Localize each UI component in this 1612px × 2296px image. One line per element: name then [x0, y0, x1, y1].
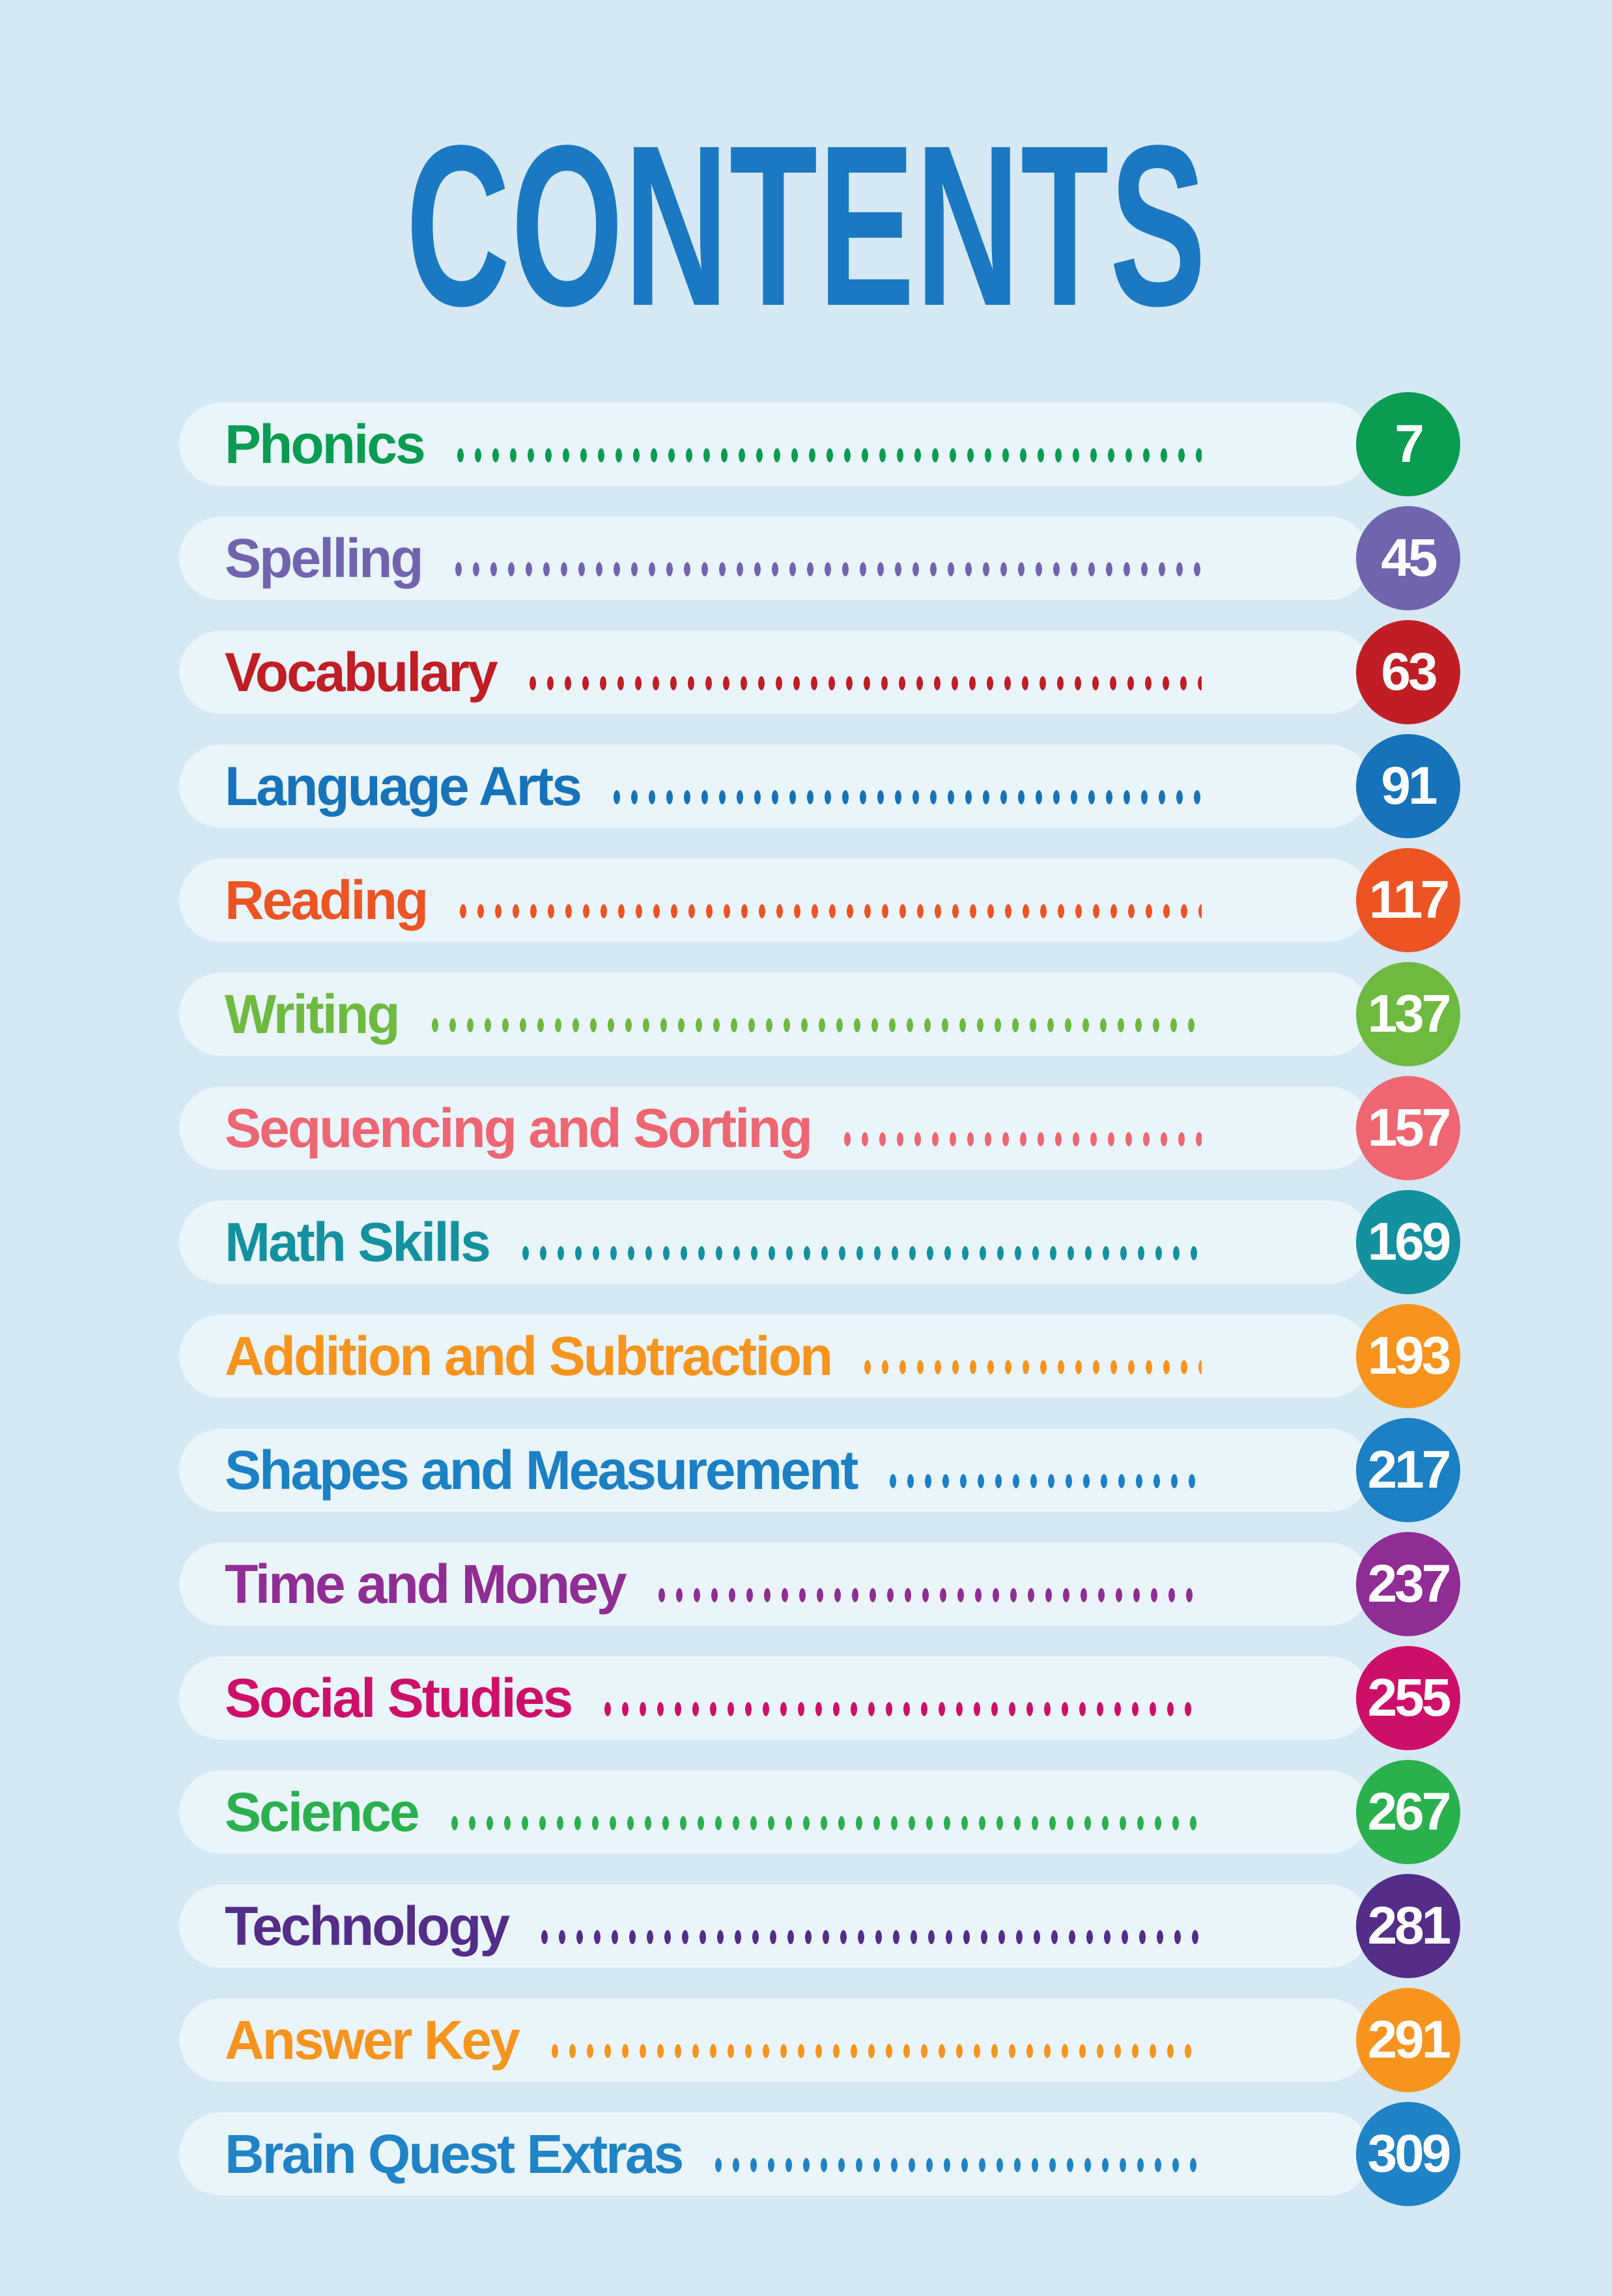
- toc-row-shapes-and-measurement: [179, 1428, 1449, 1512]
- toc-row-label: Spelling: [225, 527, 422, 589]
- toc-row-label: Science: [225, 1781, 418, 1843]
- toc-row-phonics: [179, 403, 1422, 486]
- dotted-leader: [888, 1474, 1202, 1488]
- toc-list: [179, 403, 1462, 2226]
- toc-row-label: Vocabulary: [225, 641, 496, 703]
- toc-row-label: Writing: [225, 983, 399, 1045]
- toc-row-label: Addition and Subtraction: [225, 1325, 832, 1387]
- toc-row-pill: [179, 1542, 1371, 1626]
- page-number: 63: [1381, 642, 1435, 702]
- page-number: 309: [1367, 2124, 1449, 2183]
- toc-row-label: Time and Money: [225, 1553, 625, 1615]
- toc-row-vocabulary: [179, 631, 1435, 714]
- toc-row-pill: [179, 744, 1371, 828]
- page-number: 7: [1394, 414, 1422, 474]
- toc-row-pill: [179, 403, 1371, 486]
- toc-row-pill: [179, 1200, 1371, 1284]
- page-number: 157: [1367, 1098, 1449, 1157]
- toc-row-label: Brain Quest Extras: [225, 2123, 683, 2185]
- toc-row-label: Phonics: [225, 413, 424, 475]
- page-number: 237: [1367, 1554, 1449, 1613]
- page-number: 255: [1367, 1668, 1449, 1727]
- toc-row-sequencing-and-sorting: [179, 1086, 1449, 1170]
- toc-row-label: Language Arts: [225, 755, 580, 817]
- page-number-badge: [1356, 1646, 1460, 1750]
- dotted-leader: [528, 676, 1202, 690]
- page-number-badge: [1356, 734, 1460, 838]
- page-number: 217: [1367, 1440, 1449, 1499]
- page-number-badge: [1356, 1874, 1460, 1978]
- dotted-leader: [657, 1588, 1202, 1602]
- dotted-leader: [455, 448, 1202, 462]
- page-number: 45: [1381, 528, 1435, 588]
- page-number-badge: [1356, 1988, 1460, 2092]
- page-number-badge: [1356, 1760, 1460, 1864]
- dotted-leader: [862, 1360, 1202, 1374]
- page-number: 267: [1367, 1782, 1449, 1841]
- toc-row-addition-and-subtraction: [179, 1314, 1449, 1398]
- toc-row-pill: [179, 1998, 1371, 2082]
- dotted-leader: [449, 1816, 1202, 1830]
- toc-row-label: Math Skills: [225, 1211, 489, 1273]
- page-number-badge: [1356, 1304, 1460, 1408]
- page-number-badge: [1356, 962, 1460, 1066]
- toc-row-label: Technology: [225, 1895, 509, 1957]
- page-number: 137: [1367, 984, 1449, 1043]
- page-number-badge: [1356, 2102, 1460, 2206]
- page-number-badge: [1356, 620, 1460, 724]
- dotted-leader: [612, 790, 1202, 804]
- page-number: 193: [1367, 1326, 1449, 1385]
- toc-row-pill: [179, 631, 1371, 714]
- toc-row-label: Social Studies: [225, 1667, 572, 1729]
- dotted-leader: [602, 1702, 1202, 1716]
- dotted-leader: [453, 562, 1202, 576]
- toc-row-pill: [179, 517, 1371, 600]
- toc-row-pill: [179, 1086, 1371, 1170]
- toc-row-pill: [179, 1428, 1371, 1512]
- toc-row-language-arts: [179, 744, 1435, 828]
- page-number-badge: [1356, 1532, 1460, 1636]
- dotted-leader: [550, 2044, 1202, 2058]
- toc-row-spelling: [179, 517, 1435, 600]
- toc-row-brain-quest-extras: [179, 2112, 1449, 2196]
- dotted-leader: [458, 904, 1202, 918]
- toc-row-label: Reading: [225, 869, 427, 931]
- page-number-badge: [1356, 1076, 1460, 1180]
- toc-row-pill: [179, 2112, 1371, 2196]
- toc-row-label: Answer Key: [225, 2009, 518, 2071]
- toc-row-science: [179, 1770, 1449, 1854]
- toc-row-label: Shapes and Measurement: [225, 1439, 857, 1501]
- toc-row-pill: [179, 1770, 1371, 1854]
- dotted-leader: [430, 1018, 1202, 1032]
- page-number: 91: [1381, 756, 1435, 815]
- page-title: [0, 97, 1612, 354]
- page-number-badge: [1356, 1190, 1460, 1294]
- toc-row-pill: [179, 1884, 1371, 1968]
- toc-row-label: Sequencing and Sorting: [225, 1097, 812, 1159]
- dotted-leader: [520, 1246, 1202, 1260]
- toc-row-writing: [179, 972, 1449, 1056]
- page-title-text: CONTENTS: [405, 97, 1207, 354]
- toc-row-math-skills: [179, 1200, 1449, 1284]
- page-number-badge: [1356, 392, 1460, 496]
- page-number: 281: [1367, 1896, 1449, 1955]
- page-number-badge: [1356, 1418, 1460, 1522]
- toc-row-reading: [179, 858, 1448, 942]
- toc-row-pill: [179, 972, 1371, 1056]
- page-number-badge: [1356, 506, 1460, 610]
- dotted-leader: [713, 2158, 1202, 2172]
- toc-row-pill: [179, 1656, 1371, 1740]
- toc-row-pill: [179, 1314, 1371, 1398]
- page-number: 291: [1367, 2010, 1449, 2069]
- toc-row-pill: [179, 858, 1371, 942]
- toc-row-technology: [179, 1884, 1449, 1968]
- toc-row-social-studies: [179, 1656, 1449, 1740]
- page-number: 117: [1368, 870, 1448, 929]
- toc-row-answer-key: [179, 1998, 1449, 2082]
- dotted-leader: [539, 1930, 1202, 1944]
- page-number-badge: [1356, 848, 1460, 952]
- page-number: 169: [1367, 1212, 1449, 1271]
- toc-row-time-and-money: [179, 1542, 1449, 1626]
- dotted-leader: [842, 1132, 1202, 1146]
